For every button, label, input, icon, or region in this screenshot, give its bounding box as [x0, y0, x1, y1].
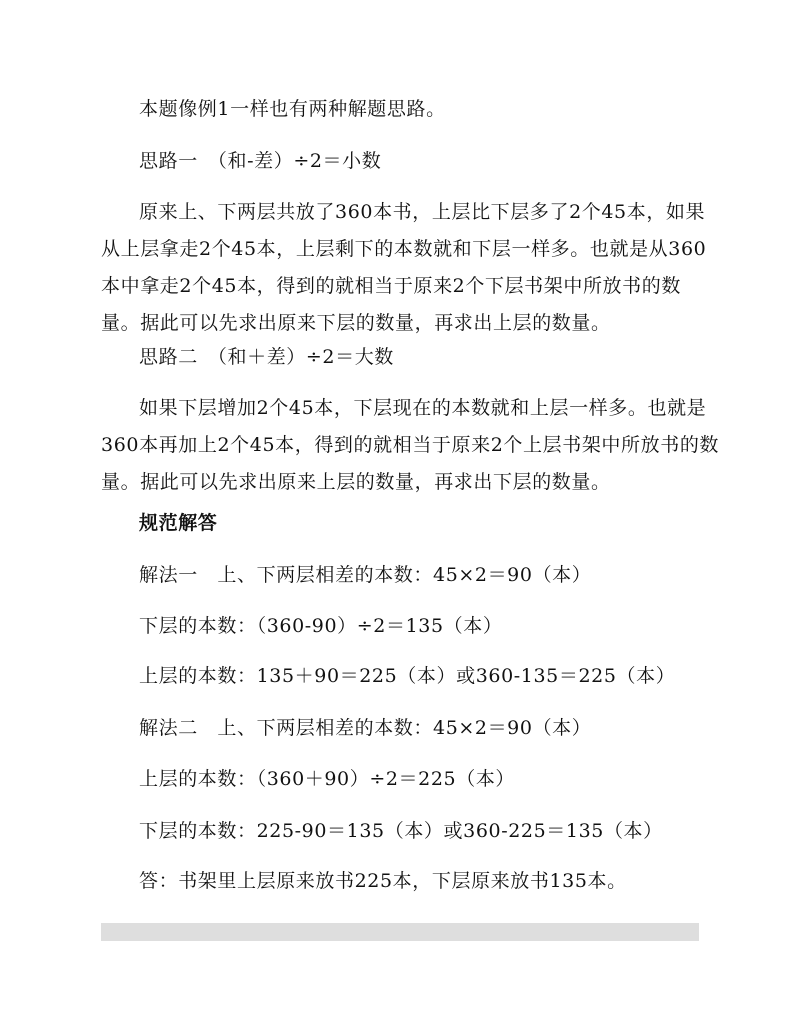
method2-line1: 解法二 上、下两层相差的本数：45×2＝90（本） [139, 717, 592, 739]
idea2-line: 360本再加上2个45本，得到的就相当于原来2个上层书架中所放书的数 [101, 434, 720, 456]
idea1-line: 量。据此可以先求出原来下层的数量，再求出上层的数量。 [101, 312, 611, 334]
page-footer-bar [101, 923, 699, 941]
idea1-line: 原来上、下两层共放了360本书，上层比下层多了2个45本，如果 [139, 201, 706, 223]
idea1-paragraph [101, 194, 707, 342]
method1-line2: 下层的本数：（360-90）÷2＝135（本） [139, 615, 503, 637]
method1-line3: 上层的本数：135＋90＝225（本）或360-135＝225（本） [139, 665, 676, 687]
final-answer: 答：书架里上层原来放书225本，下层原来放书135本。 [139, 870, 627, 892]
method1-line1: 解法一 上、下两层相差的本数：45×2＝90（本） [139, 564, 592, 586]
idea2-line: 如果下层增加2个45本，下层现在的本数就和上层一样多。也就是 [139, 397, 707, 419]
method2-line3: 下层的本数：225-90＝135（本）或360-225＝135（本） [139, 820, 663, 842]
method2-line2: 上层的本数：（360＋90）÷2＝225（本） [139, 768, 516, 790]
idea1-title: 思路一 （和-差）÷2＝小数 [139, 150, 382, 172]
idea2-paragraph [101, 390, 720, 501]
idea1-line: 本中拿走2个45本，得到的就相当于原来2个下层书架中所放书的数 [101, 275, 681, 297]
idea1-line: 从上层拿走2个45本，上层剩下的本数就和下层一样多。也就是从360 [101, 238, 707, 260]
idea2-title: 思路二 （和＋差）÷2＝大数 [139, 346, 394, 368]
answer-heading: 规范解答 [139, 512, 218, 534]
idea2-line: 量。据此可以先求出原来上层的数量，再求出下层的数量。 [101, 471, 611, 493]
intro-text: 本题像例1一样也有两种解题思路。 [139, 98, 446, 120]
